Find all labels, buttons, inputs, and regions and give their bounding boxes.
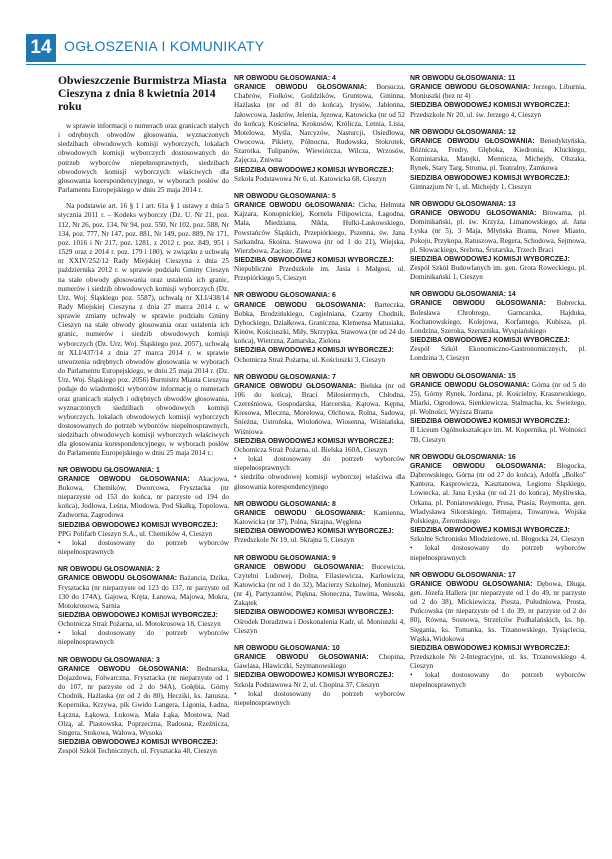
district-boundaries [410, 462, 586, 526]
page-header [0, 0, 612, 62]
commission-seat-address: Ośrodek Doradztwa i Doskonalenia Kadr, ul. Moniuszki 4, Cieszyn [234, 617, 405, 635]
boundaries-label: GRANICE OBWODU GŁOSOWANIA: [234, 382, 357, 390]
district-heading: NR OBWODU GŁOSOWANIA: 1 [58, 466, 160, 474]
commission-seat-address: PPG Polifarb Cieszyn S.A., ul. Chemików 4, Cieszyn [58, 529, 213, 538]
boundaries-label: GRANICE OBWODU GŁOSOWANIA: [234, 202, 355, 210]
boundaries-label: GRANICE OBWODU GŁOSOWANIA: [410, 84, 531, 92]
district-boundaries [234, 563, 405, 609]
commission-seat-label: SIEDZIBA OBWODOWEJ KOMISJI WYBORCZEJ: [58, 521, 218, 529]
accessibility-note: • lokal dostosowany do potrzeb wyborców niepełnosprawnych [410, 671, 586, 689]
commission-seat-label: SIEDZIBA OBWODOWEJ KOMISJI WYBORCZEJ: [410, 337, 570, 345]
district-heading: NR OBWODU GŁOSOWANIA: 14 [410, 291, 516, 299]
districts-col1 [58, 466, 229, 757]
district-heading: NR OBWODU GŁOSOWANIA: 3 [58, 656, 160, 664]
boundaries-text: Jerzego, Liburnia, Moniuszki (bez nr 4) [410, 83, 587, 101]
district-block [410, 290, 586, 363]
commission-seat-label: SIEDZIBA OBWODOWEJ KOMISJI WYBORCZEJ: [234, 609, 394, 617]
boundaries-text: Akacjowa, Bukowa, Chemików, Dworcowa, Frysztacka (nr nieparzyste od 153 do końca, nr parzyste od 194 do końca), Jodłowa, Leśna, Miodowa, Pod Skałką, Topolowa, Zadworna, Zagrodowa [58, 474, 229, 520]
boundaries-label: GRANICE OBWODU GŁOSOWANIA: [234, 654, 369, 662]
district-block [234, 74, 405, 184]
boundaries-label: GRANICE OBWODU GŁOSOWANIA: [410, 462, 546, 470]
district-boundaries [58, 574, 229, 611]
commission-seat-label: SIEDZIBA OBWODOWEJ KOMISJI WYBORCZEJ: [58, 611, 218, 619]
district-heading: NR OBWODU GŁOSOWANIA: 11 [410, 75, 516, 82]
boundaries-label: GRANICE OBWODU GŁOSOWANIA: [410, 381, 530, 389]
district-boundaries [410, 381, 586, 418]
boundaries-label: GRANICE OBWODU GŁOSOWANIA: [410, 210, 537, 218]
district-block [410, 200, 586, 282]
commission-seat-address: Zespół Szkół Budowlanych im. gen. Grota Roweckiego, pl. Dominikański 1, Cieszyn [410, 263, 586, 282]
boundaries-label: GRANICE OBWODU GŁOSOWANIA: [58, 475, 190, 483]
boundaries-label: GRANICE OBWODU GŁOSOWANIA: [234, 563, 364, 571]
boundaries-text: Cicha, Helmuta Kajzara, Konopnickiej, Kornela Filipowicza, Łagodna, Mała, Miedziana, Nikla, Hulki-Laskowskiego, Powstańców Śląskich, Przepiórkiego, Pszenna, św. Jana Sarkandra, Skośna, Stawowa (nr od 1 do 21), Wiejska, Wierzbowa, Zacisze, Złota [234, 201, 405, 255]
boundaries-text: Bażancia, Dzika, Frysztacka (nr nieparzyste od 123 do 137, nr parzyste od 130 do 174A), Gajowa, Krętа, Łanowa, Majowa, Mokra, Motokrosowa, Sarnia [58, 574, 230, 610]
commission-seat-address: Przedszkole Nr 19, ul. Skrajna 5, Cieszyn [234, 536, 354, 545]
district-heading: NR OBWODU GŁOSOWANIA: 6 [234, 292, 336, 300]
district-heading: NR OBWODU GŁOSOWANIA: 13 [410, 200, 516, 208]
boundaries-text: Barteczka, Bobka, Brodzińskiego, Cegielniana, Czarny Chodnik, Dybockiego, Działkowa, Graniczna, Klemensa Matusiaka, Kinów, Kościuszki, Miły, Skrzypka, Stawowa (nr od 24 do końca), Wietrzna, Zamarska, Zielona [234, 300, 405, 346]
boundaries-text: Błogocka, Dąbrowskiego, Górna (nr od 27 do końca), Adolfa „Bolko” Kantora, Kasprowicza, Kasztanowa, Legionu Śląskiego, Lowiecka, al. Jana Łyska (nr od 21 do końca), Myśliwska, Orkana, pl. Poniatowskiego, Prusa, Ptasia, Reymonta, gen. Władysława Sikorskiego, Tetmajera, Towarowa, Wojska Polskiego, Żeromskiego [410, 461, 586, 525]
boundaries-text: Dębowa, Długa, gen. Józefa Hallera (nr nieparzyste od 1 do 49, nr parzyste od 2 do 38), Mickiewicza, Piesza, Południowa, Prosta, Puńcowska (nr nieparzyste od 1 do 39, nr parzyste od 2 do 80), Równa, Sosnowa, Strzelców Podhalańskich, ks. bp. Sięganiа, ks. Tomanka, ks. Trzanowskiego, Tysiąclecia, Wąska, Widokowa [410, 579, 587, 643]
district-heading: NR OBWODU GŁOSOWANIA: 17 [410, 571, 516, 579]
header-rule [26, 64, 586, 65]
commission-seat-label: SIEDZIBA OBWODOWEJ KOMISJI WYBORCZEJ: [234, 256, 394, 264]
commission-seat-address: Zespół Szkół Ekonomiczno-Gastronomicznych, pl. Londzina 3, Cieszyn [410, 345, 586, 363]
intro-paragraph: w sprawie informacji o numerach oraz granicach stałych i odrębnych obwodów głosowania, wyznaczonych siedzibach obwodowych komisji wyborczych, lokalach obwodowych komisji wyborczych dostosowanych do potrzeb wyborców niepełnosprawnych, siedzibach obwodowych komisji wyborczych właściwych dla głosowania korespondencyjnego, w wyborach posłów do Parlamentu Europejskiego w dniu 25 maja 2014 r. [58, 122, 229, 195]
commission-seat-address: Ochotnicza Straż Pożarna, ul. Motokrosowa 18, Cieszyn [58, 620, 221, 629]
commission-seat-address: II Liceum Ogólnokształcące im. M. Kopernika, pl. Wolności 7B, Cieszyn [410, 426, 586, 444]
district-block [410, 74, 586, 120]
boundaries-text: Bednarska, Dojazdowa, Folwarczna, Frysztacka (nr nieparzyste od 1 do 107, nr parzyste od 2 do 94A), Gołębia, Górny Chodnik, Hażlaska (nr od 2 do 80), Hecziki, ks. Janusza, Kopernika, Krzywa, plk Gwido Langera, Ligonia, Ładna, Łączna, Łąkowa, Łukowa, Mała Łąka, Mostowa, Nad Olzą, al. Piastowska, Poprzeczna, Radosna, Rzeźnicza, Singera, Stokowa, Wałowa, Wysoka [58, 664, 229, 737]
district-block [234, 291, 405, 364]
district-block [58, 466, 229, 558]
district-boundaries [410, 580, 586, 644]
district-block [234, 644, 405, 708]
district-boundaries [234, 201, 405, 256]
district-boundaries [234, 509, 405, 527]
boundaries-label: GRANICE OBWODU GŁOSOWANIA: [58, 575, 178, 583]
district-boundaries [410, 137, 586, 174]
announcement-title: Obwieszczenie Burmistrza Miasta Cieszyna z dnia 8 kwietnia 2014 roku [58, 74, 227, 113]
commission-seat-address: Ochotnicza Straż Pożarna, ul. Bielska 160A, Cieszyn [234, 445, 388, 454]
commission-seat-address: Przedszkole Nr 20, ul. św. Jerzego 4, Cieszyn [410, 110, 542, 119]
commission-seat-address: Szkoła Podstawowa Nr 2, ul. Chopina 37, Cieszyn [234, 680, 380, 689]
district-boundaries [234, 301, 405, 347]
boundaries-text: Kamienna, Katowicka (nr 37), Polna, Skrajna, Węglena [234, 508, 405, 527]
commission-seat-label: SIEDZIBA OBWODOWEJ KOMISJI WYBORCZEJ: [410, 527, 570, 535]
commission-seat-label: SIEDZIBA OBWODOWEJ KOMISJI WYBORCZEJ: [410, 644, 570, 652]
commission-seat-label: SIEDZIBA OBWODOWEJ KOMISJI WYBORCZEJ: [410, 174, 570, 182]
districts-col3 [410, 74, 586, 690]
district-boundaries [410, 83, 586, 101]
commission-seat-address: Szkolne Schronisko Młodzieżowe, ul. Błogocka 24, Cieszyn [410, 535, 585, 544]
commission-seat-address: Niepubliczne Przedszkole im. Jasia i Małgosi, ul. Przepiórkiego 5, Cieszyn [234, 265, 405, 283]
accessibility-note: • lokal dostosowany do potrzeb wyborców niepełnosprawnych [58, 629, 229, 647]
district-block [234, 500, 405, 546]
commission-seat-address: Szkoła Podstawowa Nr 6, ul. Katowicka 68, Cieszyn [234, 174, 387, 183]
commission-seat-label: SIEDZIBA OBWODOWEJ KOMISJI WYBORCZEJ: [234, 528, 394, 536]
district-block [410, 571, 586, 690]
boundaries-label: GRANICE OBWODU GŁOSOWANIA: [410, 300, 546, 308]
boundaries-label: GRANICE OBWODU GŁOSOWANIA: [234, 84, 368, 92]
commission-seat-label: SIEDZIBA OBWODOWEJ KOMISJI WYBORCZEJ: [58, 739, 218, 746]
boundaries-text: Borsucza, Chabrów, Fiołków, Goździków, Gruntowa, Gminna, Hażlaska (nr od 81 do końca), Irysów, Jabłonna, Jałowcowa, Jaskrów, Jelenia, Jęzowa, Katowicka (nr od 52 do końca), Kościelna, Krokusów, Królicza, Letnia, Lisia, Motelowa, Myśla, Narcyzów, Nasturcji, Osiedlowa, Owocowa, Pikiety, Północna, Rudowska, Stokrotek, Szarotka, Tulipanów, Wiewiórcza, Wilcza, Wrzosów, Zajęcza, Zniwna [234, 83, 406, 165]
district-block [410, 372, 586, 445]
district-heading: NR OBWODU GŁOSOWANIA: 12 [410, 128, 516, 136]
district-boundaries [58, 665, 229, 738]
district-block [410, 453, 586, 563]
commission-seat-address: Przedszkole Nr 2-Integracyjne, ul. ks. Trzanowskiego 4, Cieszyn [410, 653, 586, 671]
district-boundaries [234, 83, 405, 165]
accessibility-note: • lokal dostosowany do potrzeb wyborców niepełnosprawnych [234, 690, 405, 708]
district-heading: NR OBWODU GŁOSOWANIA: 4 [234, 75, 336, 82]
district-heading: NR OBWODU GŁOSOWANIA: 15 [410, 372, 516, 380]
column-2 [234, 74, 405, 716]
section-title: OGŁOSZENIA I KOMUNIKATY [64, 38, 265, 54]
commission-seat-label: SIEDZIBA OBWODOWEJ KOMISJI WYBORCZEJ: [410, 255, 570, 263]
boundaries-text: Bielska (nr od 106 do końca), Braci Miłosierrnych, Chłodna, Czereśniowa, Gospodarska, Harcerska, Kątowa, Kępna, Kresowa, Mleczna, Morelowa, Olchowa, Rolna, Sadowa, Śnieżna, Ustrońska, Wiolońowa, Wiosenna, Wiśniańska, Wiśniowa [234, 381, 406, 436]
commission-seat-label: SIEDZIBA OBWODOWEJ KOMISJI WYBORCZEJ: [234, 166, 394, 174]
district-block [58, 656, 229, 757]
district-heading: NR OBWODU GŁOSOWANIA: 16 [410, 453, 516, 461]
boundaries-text: Górna (nr od 5 do 25), Górny Rynek, Jordana, pl. Kościelny, Kraszewskiego, Miarki, Ogrodowa, Sienkiewicza, Stalmacha, ks. Świeżego, pl. Wolności, Wyższa Brama [410, 380, 587, 417]
boundaries-label: GRANICE OBWODU GŁOSOWANIA: [58, 665, 189, 673]
boundaries-label: GRANICE OBWODU GŁOSOWANIA: [234, 509, 366, 517]
accessibility-note: • lokal dostosowany do potrzeb wyborców niepełnosprawnych [58, 539, 229, 557]
commission-seat-address: Zespół Szkół Technicznych, ul. Frysztacka 48, Cieszyn [58, 747, 217, 756]
district-block [58, 565, 229, 647]
district-block [234, 554, 405, 636]
districts-col2 [234, 74, 405, 708]
legal-basis-paragraph: Na podstawie art. 16 § 1 i art. 61a § 1 ustawy z dnia 5 stycznia 2011 r. – Kodeks wyborczy (Dz. U. Nr 21, poz. 112, Nr 26, poz. 134, Nr 94, poz. 550, Nr 102, poz. 588, Nr 134, poz. 777, Nr 147, poz. 881, Nr 149, poz. 889, Nr 171, poz. 1016 i Nr 217, poz. 1281, z 2012 r. poz. 849, 951 i 1529 oraz z 2014 r. poz. 179 i 180), w związku z uchwałą nr XXIV/252/12 Rady Miejskiej Cieszyna z dnia 25 października 2012 r. w sprawie podziału Gminy Cieszyn na stałe obwody głosowania oraz ustalenia ich granic, numerów i siedzib obwodowych komisji wyborczych (Dz. Urz. Woj. Śląskiego poz. 5587), uchwałą nr XLI/438/14 Rady Miejskiej Cieszyna z dnia 27 marca 2014 r. w sprawie zmiany uchwały w sprawie podziału Gminy Cieszyn na stałe obwody głosowania oraz ustalenia ich granic, numerów i siedzib obwodowych komisji wyborczych (Dz. Urz. Woj. Śląskiego poz. 2057), uchwałą nr XLI/437/14 z dnia 27 marca 2014 r. w sprawie utworzenia odrębnych obwodów głosowania w wyborach do Parlamentu Europejskiego, w dniu 25 maja 2014 r. (Dz. Urz. Woj. Śląskiego poz. 2056) Burmistrz Miasta Cieszyna podaje do wiadomości wyborców informację o numerach oraz granicach stałych i odrębnych obwodów głosowania, wyznaczonych siedzibach obwodowych komisji wyborczych, lokalach obwodowych komisji wyborczych dostosowanych do potrzeb wyborców niepełnosprawnych, siedzibach obwodowych komisji wyborczych właściwych dla głosowania korespondencyjnego, w wyborach posłów do Parlamentu Europejskiego w dniu 25 maja 2014 r.: [58, 202, 229, 458]
accessibility-note: • siedziba obwodowej komisji wyborczej właściwa dla głosowania korespondencyjnego [234, 473, 405, 491]
district-heading: NR OBWODU GŁOSOWANIA: 10 [234, 644, 340, 652]
accessibility-note: • lokal dostosowany do potrzeb wyborców niepełnosprawnych [234, 455, 405, 473]
district-boundaries [234, 382, 405, 437]
boundaries-text: Benedyktyńska, Bóżnicza, Fredry, Głęboka, Kiedronia, Kluckiego, Kominiarska, Matejki, Mennicza, Michejdy, Olszaka, Rynek, Stary Targ, Stroma, pl. Teatralny, Zamkowa [410, 136, 586, 173]
boundaries-label: GRANICE OBWODU GŁOSOWANIA: [410, 137, 535, 145]
district-block [234, 373, 405, 492]
district-boundaries [234, 653, 405, 671]
commission-seat-label: SIEDZIBA OBWODOWEJ KOMISJI WYBORCZEJ: [234, 347, 394, 355]
district-boundaries [58, 475, 229, 521]
district-heading: NR OBWODU GŁOSOWANIA: 7 [234, 373, 336, 381]
column-1 [58, 74, 229, 764]
commission-seat-label: SIEDZIBA OBWODOWEJ KOMISJI WYBORCZEJ: [234, 437, 394, 445]
commission-seat-label: SIEDZIBA OBWODOWEJ KOMISJI WYBORCZEJ: [410, 102, 570, 110]
commission-seat-label: SIEDZIBA OBWODOWEJ KOMISJI WYBORCZEJ: [234, 672, 394, 680]
district-heading: NR OBWODU GŁOSOWANIA: 2 [58, 566, 160, 574]
column-3 [410, 74, 586, 698]
district-boundaries [410, 209, 586, 255]
commission-seat-address: Gimnazjum Nr 1, ul. Michejdy 1, Cieszyn [410, 182, 532, 191]
commission-seat-address: Ochotnicza Straż Pożarna, ul. Kościuszki 3, Cieszyn [234, 355, 386, 364]
boundaries-text: Bucewicza, Czytelni Ludowej, Dolna, Filasiewicza, Karłowicza, Katowicka (nr od 1 do 32), Macierzy Szkolnej, Moniuszki (nr 4), Partyzantów, Piękna, Słoneczna, Tuwima, Wesoła, Zakątek [234, 562, 406, 608]
boundaries-label: GRANICE OBWODU GŁOSOWANIA: [234, 301, 366, 309]
district-heading: NR OBWODU GŁOSOWANIA: 8 [234, 500, 336, 508]
district-heading: NR OBWODU GŁOSOWANIA: 5 [234, 192, 336, 200]
boundaries-text: Chopina, Gawlasa, Hławiczki, Szymanowskiego [234, 653, 406, 671]
boundaries-label: GRANICE OBWODU GŁOSOWANIA: [410, 580, 533, 588]
district-boundaries [410, 299, 586, 336]
district-heading: NR OBWODU GŁOSOWANIA: 9 [234, 554, 336, 562]
commission-seat-label: SIEDZIBA OBWODOWEJ KOMISJI WYBORCZEJ: [410, 418, 570, 426]
accessibility-note: • lokal dostosowany do potrzeb wyborców niepełnosprawnych [410, 544, 586, 562]
page-number: 14 [26, 34, 56, 62]
boundaries-text: Browarna, pl. Dominikański, pl. św. Krzyża, Limanowskiego, al. Jana Łyska (nr 5), 3 Maja, Młyńska Brama, Nowe Miasto, Pokoju, Przykopa, Ratuszowa, Regera, Schodowa, Sejmowa, pl. Słowackiego, Srebrna, Śrutarska, Trzech Braci [410, 209, 587, 254]
boundaries-text: Bobrecka, Bolesława Chrobrego, Garncarska, Hajduka, Kochanowskiego, Kolejowa, Korfantego, Kubisza, pl. Londzina, Szeroka, Szersznika, Wyspiańskiego [410, 299, 586, 335]
district-block [410, 128, 586, 192]
district-block [234, 192, 405, 284]
